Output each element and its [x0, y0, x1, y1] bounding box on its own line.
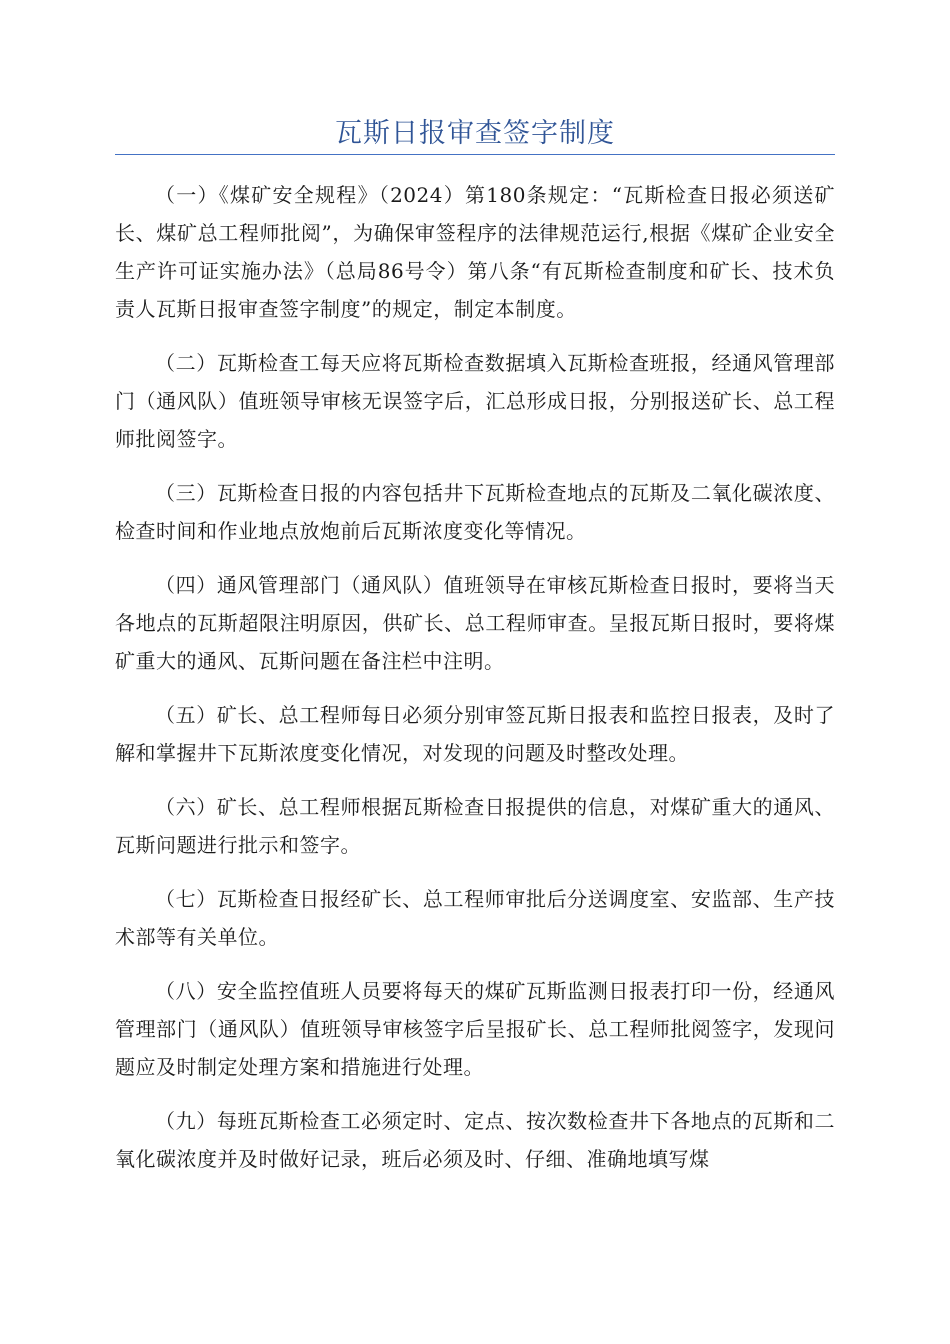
paragraph-7: （七）瓦斯检查日报经矿长、总工程师审批后分送调度室、安监部、生产技术部等有关单位。	[115, 887, 835, 949]
paragraph-3: （三）瓦斯检查日报的内容包括井下瓦斯检查地点的瓦斯及二氧化碳浓度、检查时间和作业地点放炮前后瓦斯浓度变化等情况。	[115, 481, 835, 543]
document-title: 瓦斯日报审查签字制度	[335, 118, 615, 149]
document-body	[115, 176, 835, 1194]
paragraph-9: （九）每班瓦斯检查工必须定时、定点、按次数检查井下各地点的瓦斯和二氧化碳浓度并及时做好记录，班后必须及时、仔细、准确地填写煤	[115, 1109, 835, 1171]
paragraph-1: （一）《煤矿安全规程》（2024）第180条规定：“瓦斯检查日报必须送矿长、煤矿总工程师批阅”，为确保审签程序的法律规范运行,根据《煤矿企业安全生产许可证实施办法》（总局86号令）第八条“有瓦斯检查制度和矿长、技术负责人瓦斯日报审查签字制度”的规定，制定本制度。	[115, 183, 835, 321]
paragraph-8: （八）安全监控值班人员要将每天的煤矿瓦斯监测日报表打印一份，经通风管理部门（通风队）值班领导审核签字后呈报矿长、总工程师批阅签字，发现问题应及时制定处理方案和措施进行处理。	[115, 979, 835, 1079]
title-underline	[115, 154, 835, 155]
paragraph-5: （五）矿长、总工程师每日必须分别审签瓦斯日报表和监控日报表，及时了解和掌握井下瓦斯浓度变化情况，对发现的问题及时整改处理。	[115, 703, 835, 765]
paragraph-2: （二）瓦斯检查工每天应将瓦斯检查数据填入瓦斯检查班报，经通风管理部门（通风队）值班领导审核无误签字后，汇总形成日报，分别报送矿长、总工程师批阅签字。	[115, 351, 835, 451]
paragraph-4: （四）通风管理部门（通风队）值班领导在审核瓦斯检查日报时，要将当天各地点的瓦斯超限注明原因，供矿长、总工程师审查。呈报瓦斯日报时，要将煤矿重大的通风、瓦斯问题在备注栏中注明。	[115, 573, 835, 673]
paragraph-6: （六）矿长、总工程师根据瓦斯检查日报提供的信息，对煤矿重大的通风、瓦斯问题进行批示和签字。	[115, 795, 835, 857]
